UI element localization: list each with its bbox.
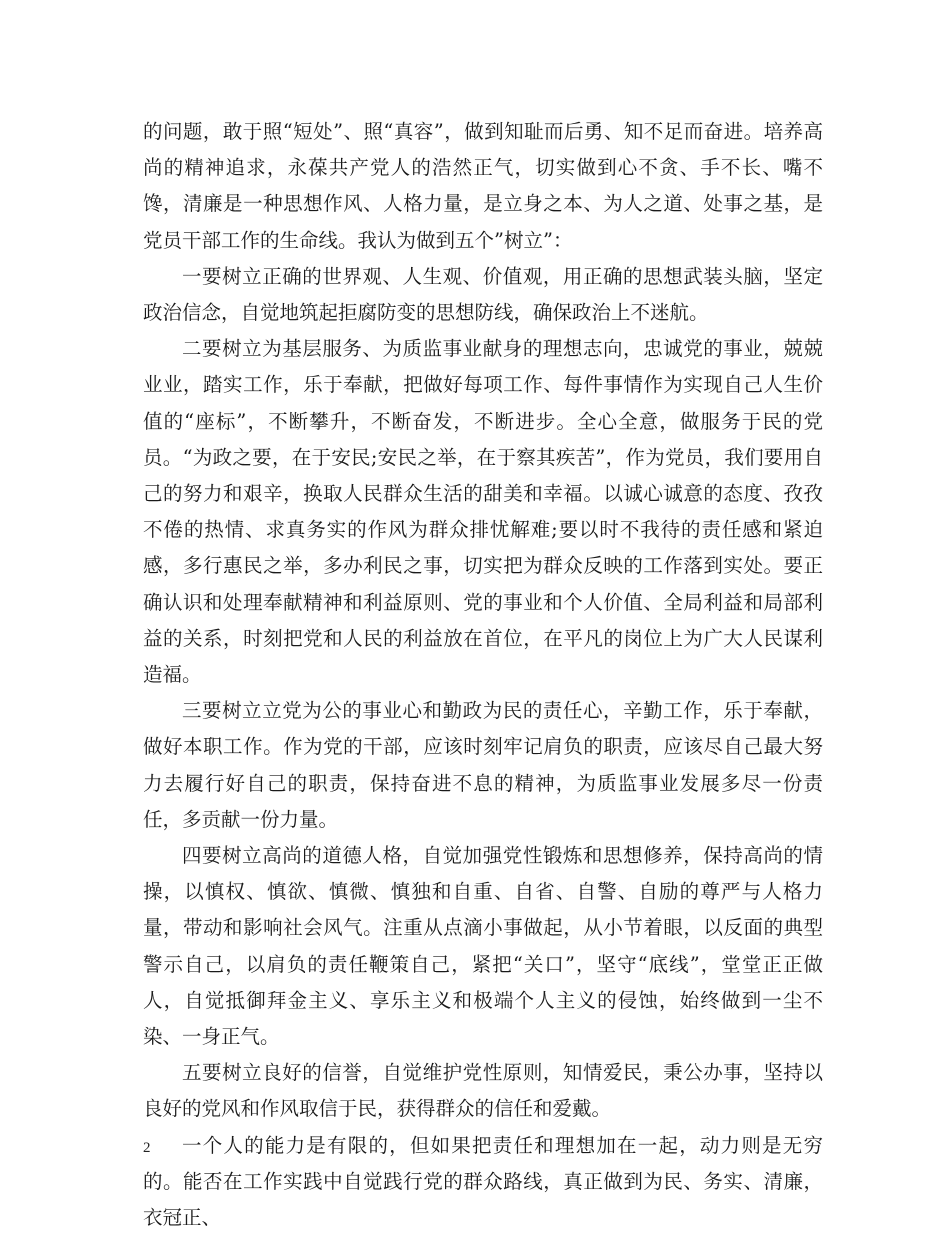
paragraph-point-one: 一要树立正确的世界观、人生观、价值观，用正确的思想武装头脑，坚定政治信念，自觉地筑起拒腐防变的思想防线，确保政治上不迷航。 xyxy=(143,264,823,325)
body-text xyxy=(143,114,823,1236)
paragraph-conclusion: 一个人的能力是有限的，但如果把责任和理想加在一起，动力则是无穷的。能否在工作实践中自觉践行党的群众路线，真正做到为民、务实、清廉，衣冠正、 xyxy=(143,1133,823,1230)
paragraph-point-three: 三要树立立党为公的事业心和勤政为民的责任心，辛勤工作，乐于奉献，做好本职工作。作为党的干部，应该时刻牢记肩负的职责，应该尽自己最大努力去履行好自己的职责，保持奋进不息的精神，为质监事业发展多尽一份责任，多贡献一份力量。 xyxy=(143,699,823,831)
paragraph-point-four: 四要树立高尚的道德人格，自觉加强党性锻炼和思想修养，保持高尚的情操，以慎权、慎欲、慎微、慎独和自重、自省、自警、自励的尊严与人格力量，带动和影响社会风气。注重从点滴小事做起，从小节着眼，以反面的典型警示自己，以肩负的责任鞭策自己，紧把“关口”，坚守“底线”，堂堂正正做人，自觉抵御拜金主义、享乐主义和极端个人主义的侵蚀，始终做到一尘不染、一身正气。 xyxy=(143,844,823,1049)
paragraph-point-two: 二要树立为基层服务、为质监事业献身的理想志向，忠诚党的事业，兢兢业业，踏实工作，乐于奉献，把做好每项工作、每件事情作为实现自己人生价值的“座标”，不断攀升，不断奋发，不断进步。全心全意，做服务于民的党员。“为政之要，在于安民;安民之举，在于察其疾苦”，作为党员，我们要用自己的努力和艰辛，换取人民群众生活的甜美和幸福。以诚心诚意的态度、孜孜不倦的热情、求真务实的作风为群众排忧解难;要以时不我待的责任感和紧迫感，多行惠民之举，多办利民之事，切实把为群众反映的工作落到实处。要正确认识和处理奉献精神和利益原则、党的事业和个人价值、全局利益和局部利益的关系，时刻把党和人民的利益放在首位，在平凡的岗位上为广大人民谋利造福。 xyxy=(143,337,823,687)
paragraph-point-five: 五要树立良好的信誉，自觉维护党性原则，知情爱民，秉公办事，坚持以良好的党风和作风取信于民，获得群众的信任和爱戴。 xyxy=(143,1061,823,1121)
page-number: 2 xyxy=(143,1140,151,1156)
paragraph-continuation: 的问题，敢于照“短处”、照“真容”，做到知耻而后勇、知不足而奋进。培养高尚的精神追求，永葆共产党人的浩然正气，切实做到心不贪、手不长、嘴不馋，清廉是一种思想作风、人格力量，是立身之本、为人之道、处事之基，是党员干部工作的生命线。我认为做到五个”树立”： xyxy=(143,120,823,252)
